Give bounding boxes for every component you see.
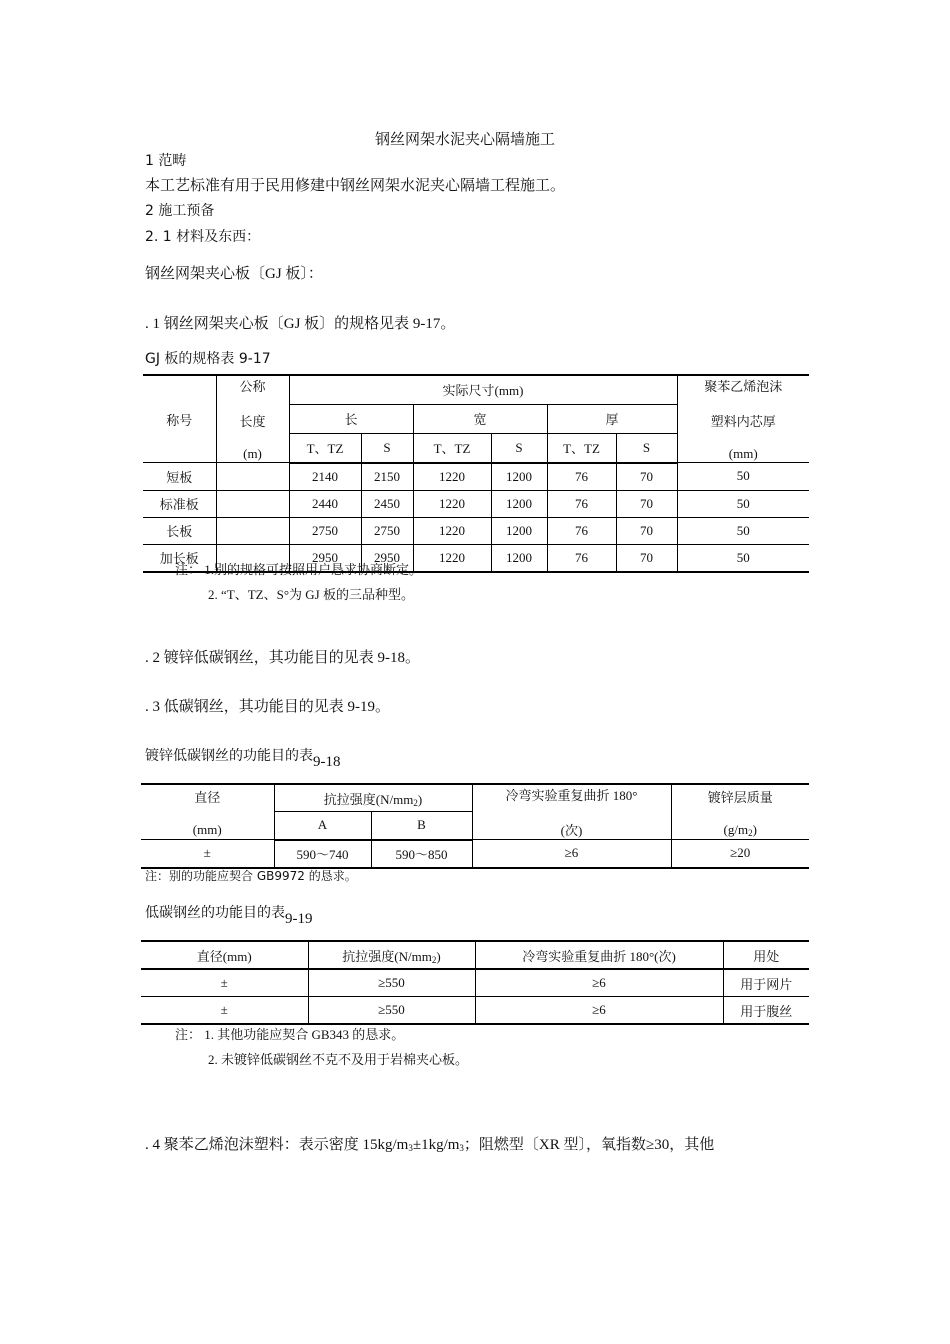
header-nominal-length: 公称 长度 (m) [216, 375, 289, 463]
cell-name: 标准板 [143, 490, 216, 517]
cell-length [216, 490, 289, 517]
header-grade-b: B [371, 812, 472, 840]
cell-tensile: ≥550 [308, 997, 475, 1025]
cell-w-s: 1200 [491, 517, 547, 544]
header-width: 宽 [413, 404, 547, 433]
header-diameter: 直径(mm) [141, 941, 308, 969]
cell-l-s: 2450 [361, 490, 413, 517]
section-2-heading: 2 施工预备 [145, 203, 215, 219]
cell-grade-a: 590～740 [274, 840, 371, 868]
header-zinc-mass: 镀锌层质量 $(g/m_2)$ [671, 784, 809, 840]
cell-core: 50 [677, 517, 809, 544]
cell-bend: ≥6 [475, 997, 723, 1025]
cell-l-tz: 2950 [289, 544, 361, 572]
cell-t-tz: 76 [547, 544, 616, 572]
paragraph-low-carbon-wire: . 3 低碳钢丝，其功能目的见表 9-19。 [145, 699, 390, 715]
cell-core: 50 [677, 544, 809, 572]
cell-use: 用于网片 [723, 969, 809, 997]
header-length: 长 [289, 404, 413, 433]
table-row [141, 997, 809, 1025]
cell-w-s: 1200 [491, 463, 547, 491]
paragraph-gj-spec: . 1 钢丝网架夹心板〔GJ 板〕的规格见表 9-17。 [145, 316, 456, 332]
cell-t-s: 70 [616, 463, 677, 491]
cell-l-s: 2150 [361, 463, 413, 491]
header-sub-tz: T、TZ [413, 433, 491, 462]
cell-core: 50 [677, 490, 809, 517]
header-use: 用处 [723, 941, 809, 969]
gj-intro: 钢丝网架夹心板〔GJ 板〕： [145, 266, 323, 282]
cell-core: 50 [677, 463, 809, 491]
paragraph-eps-foam: . 4 聚苯乙烯泡沫塑料：表示密度 $15kg/m_3\pm 1kg/m_3$；阻燃型〔XR 型〕，氧指数≥30，其他 [145, 1137, 715, 1153]
cell-l-tz: 2140 [289, 463, 361, 491]
cell-length [216, 517, 289, 544]
cell-bend: ≥6 [475, 969, 723, 997]
cell-tensile: ≥550 [308, 969, 475, 997]
table1-note-2: 2. “T、TZ、S°为 GJ 板的三品种型。 [208, 587, 414, 602]
table3-caption: 低碳钢丝的功能目的表9-19 [145, 905, 313, 927]
cell-l-s: 2950 [361, 544, 413, 572]
table-row [143, 517, 809, 544]
gj-spec-table [143, 374, 809, 573]
cell-grade-b: 590～850 [371, 840, 472, 868]
cell-w-tz: 1220 [413, 517, 491, 544]
header-sub-s: S [361, 433, 413, 462]
header-bend: 冷弯实验重复曲折 180°(次) [475, 941, 723, 969]
page-title: 钢丝网架水泥夹心隔墙施工 [375, 132, 556, 148]
paragraph-galvanized-wire: . 2 镀锌低碳钢丝，其功能目的见表 9-18。 [145, 650, 420, 666]
table3-note-1: 注： 1. 其他功能应契合 GB343 的恳求。 [175, 1027, 405, 1042]
cell-diameter: ± [141, 840, 274, 868]
table-row [143, 463, 809, 491]
section-2-1-heading: 2. 1 材料及东西： [145, 229, 261, 245]
table1-note-1: 注： 1.别的规格可按照用户恳求协商断定。 [175, 562, 423, 577]
cell-l-tz: 2750 [289, 517, 361, 544]
header-name: 称号 [143, 375, 216, 463]
cell-diameter: ± [141, 997, 308, 1025]
header-sub-s: S [491, 433, 547, 462]
table3-note-2: 2. 未镀锌低碳钢丝不克不及用于岩棉夹心板。 [208, 1052, 469, 1067]
header-diameter: 直径 (mm) [141, 784, 274, 840]
table-row [143, 490, 809, 517]
header-grade-a: A [274, 812, 371, 840]
section-1-heading: 1 范畴 [145, 153, 187, 169]
cell-name: 短板 [143, 463, 216, 491]
cell-w-s: 1200 [491, 490, 547, 517]
cell-w-tz: 1220 [413, 544, 491, 572]
cell-l-s: 2750 [361, 517, 413, 544]
table-row [141, 840, 809, 868]
header-thickness: 厚 [547, 404, 677, 433]
cell-w-s: 1200 [491, 544, 547, 572]
cell-w-tz: 1220 [413, 463, 491, 491]
galvanized-wire-table [141, 783, 809, 869]
cell-t-tz: 76 [547, 517, 616, 544]
cell-use: 用于腹丝 [723, 997, 809, 1025]
header-actual-size: 实际尺寸(mm) [289, 375, 677, 404]
header-tensile: 抗拉强度$(N/mm_2)$ [274, 784, 472, 812]
cell-name: 加长板 [143, 544, 216, 572]
cell-w-tz: 1220 [413, 490, 491, 517]
header-sub-tz: T、TZ [547, 433, 616, 462]
cell-diameter: ± [141, 969, 308, 997]
cell-t-tz: 76 [547, 490, 616, 517]
table1-caption: GJ 板的规格表 9-17 [145, 351, 271, 367]
header-core-thickness: 聚苯乙烯泡沫 塑料内芯厚 (mm) [677, 375, 809, 463]
cell-t-s: 70 [616, 490, 677, 517]
header-sub-tz: T、TZ [289, 433, 361, 462]
cell-bend: ≥6 [472, 840, 671, 868]
header-bend: 冷弯实验重复曲折 180° (次) [472, 784, 671, 840]
cell-zinc-mass: ≥20 [671, 840, 809, 868]
table2-note: 注：别的功能应契合 GB9972 的恳求。 [145, 869, 357, 883]
header-tensile: 抗拉强度$(N/mm_2)$ [308, 941, 475, 969]
section-1-text: 本工艺标准有用于民用修建中钢丝网架水泥夹心隔墙工程施工。 [145, 178, 566, 194]
table2-caption: 镀锌低碳钢丝的功能目的表9-18 [145, 748, 341, 770]
table-row [141, 969, 809, 997]
cell-length [216, 463, 289, 491]
cell-name: 长板 [143, 517, 216, 544]
header-sub-s: S [616, 433, 677, 462]
cell-t-s: 70 [616, 544, 677, 572]
cell-t-tz: 76 [547, 463, 616, 491]
cell-l-tz: 2440 [289, 490, 361, 517]
low-carbon-wire-table [141, 940, 809, 1025]
cell-t-s: 70 [616, 517, 677, 544]
